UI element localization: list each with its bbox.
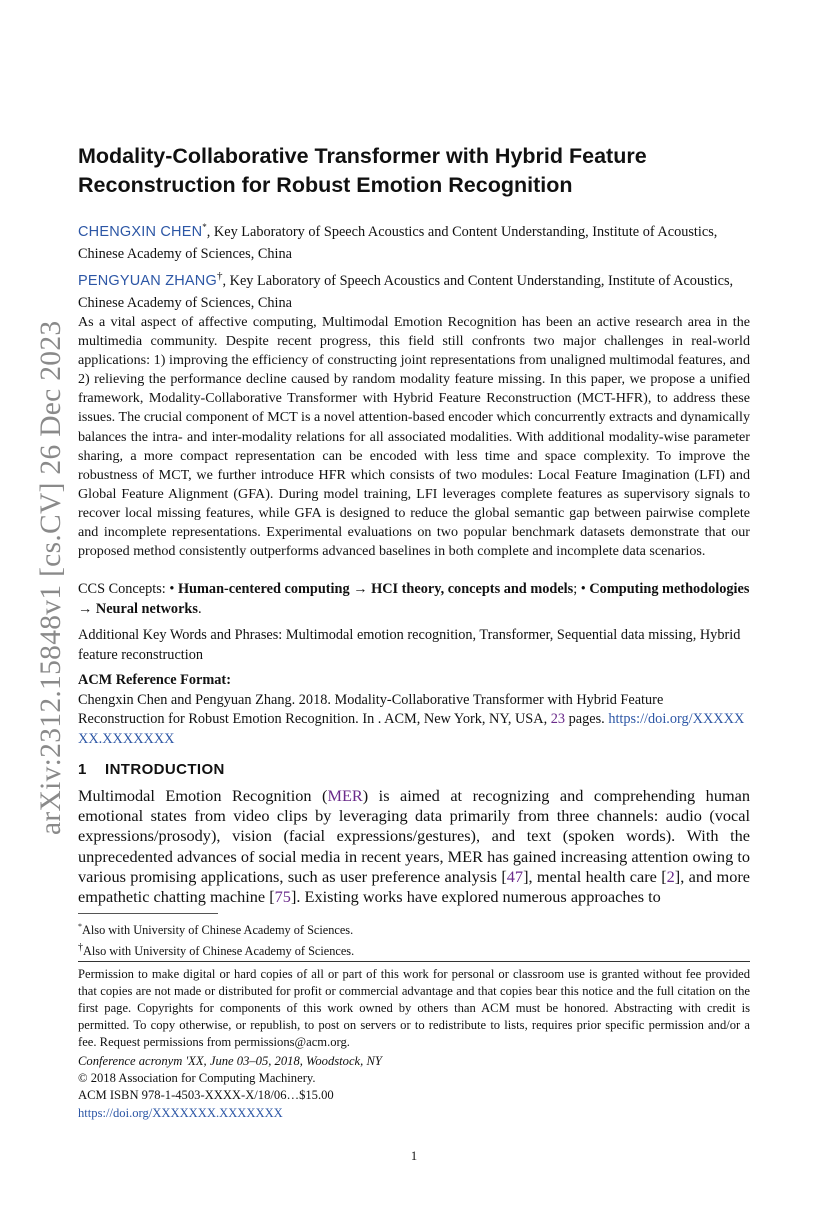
permission-notice: Permission to make digital or hard copies of all or part of this work for personal or classroom use is granted without fee provided that copies are not made or distributed for profit or commercial advantage and that copies bear this notice and the full citation on the first page. Copyrights for components of this work owned by others than ACM must be honored. Abstracting with credit is permitted. To copy otherwise, or republish, to post on servers or to redistribute to lists, requires prior specific permission and/or a fee. Request permissions from permissions@acm.org. <box>78 967 750 1050</box>
intro-text-5: ]. Existing works have explored numerous approaches to <box>290 887 661 907</box>
keywords-text: Multimodal emotion recognition, Transformer, Sequential data missing, Hybrid feature reconstruction <box>78 627 741 663</box>
ccs-separator: ; • <box>573 581 590 597</box>
isbn-info: ACM ISBN 978-1-4503-XXXX-X/18/06…$15.00 <box>78 1088 334 1103</box>
section-title: INTRODUCTION <box>105 761 225 778</box>
footnote-mark-2: † <box>78 942 83 954</box>
citation-link-75[interactable]: 75 <box>274 887 291 907</box>
footnote-2 <box>78 939 750 960</box>
intro-text-1: Multimodal Emotion Recognition ( <box>78 786 328 805</box>
citation-link-47[interactable]: 47 <box>506 866 524 886</box>
acm-reference-text <box>78 691 750 750</box>
acm-reference-pages[interactable]: 23 <box>550 711 566 727</box>
arxiv-identifier: arXiv:2312.15848v1 [cs.CV] 26 Dec 2023 <box>35 320 67 835</box>
ccs-concept-1: Human-centered computing → HCI theory, concepts and models <box>177 581 574 597</box>
section-heading-introduction <box>78 761 750 778</box>
section-number: 1 <box>78 761 87 778</box>
ccs-concept-2: Computing methodologies → Neural networks <box>78 581 750 617</box>
author-list <box>78 216 750 314</box>
author-name-2[interactable]: PENGYUAN ZHANG <box>78 272 217 289</box>
author-entry-2 <box>78 265 750 314</box>
footnotes <box>78 918 750 960</box>
acm-reference-citation: Chengxin Chen and Pengyuan Zhang. 2018. Modality-Collaborative Transformer with Hybrid Feature Reconstruction for Robust Emotion Recognition. In . ACM, New York, NY, USA, <box>78 691 664 727</box>
conference-info: Conference acronym 'XX, June 03–05, 2018, Woodstock, NY <box>78 1054 382 1068</box>
footnote-text-2: Also with University of Chinese Academy of Sciences. <box>83 944 355 959</box>
footnote-1 <box>78 918 750 939</box>
acm-reference <box>78 671 750 749</box>
mer-acronym-link[interactable]: MER <box>327 786 363 805</box>
acm-reference-doi-link[interactable]: https://doi.org/XXXXXXX.XXXXXXX <box>78 711 745 747</box>
keywords <box>78 626 750 665</box>
abstract: As a vital aspect of affective computing, Multimodal Emotion Recognition has been an active research area in the multimedia community. Despite recent progress, this field still confronts two major challenges in real-world applications: 1) improving the efficiency of constructing joint representations from unaligned multimodal features, and 2) relieving the performance decline caused by random modality feature missing. In this paper, we propose a unified framework, Modality-Collaborative Transformer with Hybrid Feature Reconstruction (MCT-HFR), to address these issues. The crucial component of MCT is a novel attention-based encoder which concurrently extracts and dynamically balances the intra- and inter-modality relations for all associated modalities. With additional modality-wise parameter sharing, a more compact representation can be encoded with less time and space complexity. To improve the robustness of MCT, we further introduce HFR which consists of two modules: Local Feature Imagination (LFI) and Global Feature Alignment (GFA). During model training, LFI leverages complete features as supervisory signals to recover local missing features, while GFA is designed to reduce the global semantic gap between pairwise complete and incomplete representations. Experimental evaluations on two popular benchmark datasets demonstrate that our proposed method consistently outperforms advanced baselines in both complete and incomplete data scenarios. <box>78 314 750 560</box>
copyright-notice: © 2018 Association for Computing Machinery. <box>78 1071 316 1086</box>
author-entry-1 <box>78 216 750 265</box>
ccs-concepts <box>78 580 750 619</box>
author-affiliation-2: , Key Laboratory of Speech Acoustics and Content Understanding, Institute of Acoustics, Chinese Academy of Sciences, China <box>78 272 734 311</box>
footnote-text-1: Also with University of Chinese Academy of Sciences. <box>82 923 354 938</box>
page-number: 1 <box>410 1149 418 1163</box>
ccs-end: . <box>197 600 202 617</box>
author-mark-2: † <box>216 269 223 282</box>
author-name-1[interactable]: CHENGXIN CHEN <box>78 223 203 240</box>
doi-link[interactable]: https://doi.org/XXXXXXX.XXXXXXX <box>78 1105 283 1120</box>
arxiv-sidebar <box>14 235 67 835</box>
introduction-paragraph <box>78 786 750 907</box>
acm-reference-pages-label: pages. <box>565 711 609 727</box>
paper-title: Modality-Collaborative Transformer with Hybrid Feature Reconstruction for Robust Emotion Recognition <box>78 144 647 197</box>
permission-divider <box>78 961 750 962</box>
citation-link-2[interactable]: 2 <box>666 866 675 886</box>
keywords-label: Additional Key Words and Phrases: <box>78 627 286 643</box>
intro-text-3: ], mental health care [ <box>523 866 667 886</box>
intro-text-4: ], and more empathetic chatting machine [ <box>78 866 750 907</box>
acm-reference-heading: ACM Reference Format: <box>78 672 231 688</box>
author-mark-1: * <box>202 222 207 232</box>
footnote-mark-1: * <box>78 922 82 931</box>
publication-info <box>78 1053 750 1122</box>
footnote-divider <box>78 913 218 914</box>
intro-text-2: ) is aimed at recognizing and comprehending human emotional states from video clips by leveraging data primarily from three channels: audio (vocal expressions/prosody), vision (facial expressions/gestures), and text (spoken words). With the unprecedented advances of social media in recent years, MER has gained increasing attention owing to various promising applications, such as user preference analysis [ <box>78 786 750 886</box>
author-affiliation-1: , Key Laboratory of Speech Acoustics and Content Understanding, Institute of Acoustics, Chinese Academy of Sciences, China <box>78 223 718 262</box>
ccs-label: CCS Concepts: • <box>78 581 178 597</box>
